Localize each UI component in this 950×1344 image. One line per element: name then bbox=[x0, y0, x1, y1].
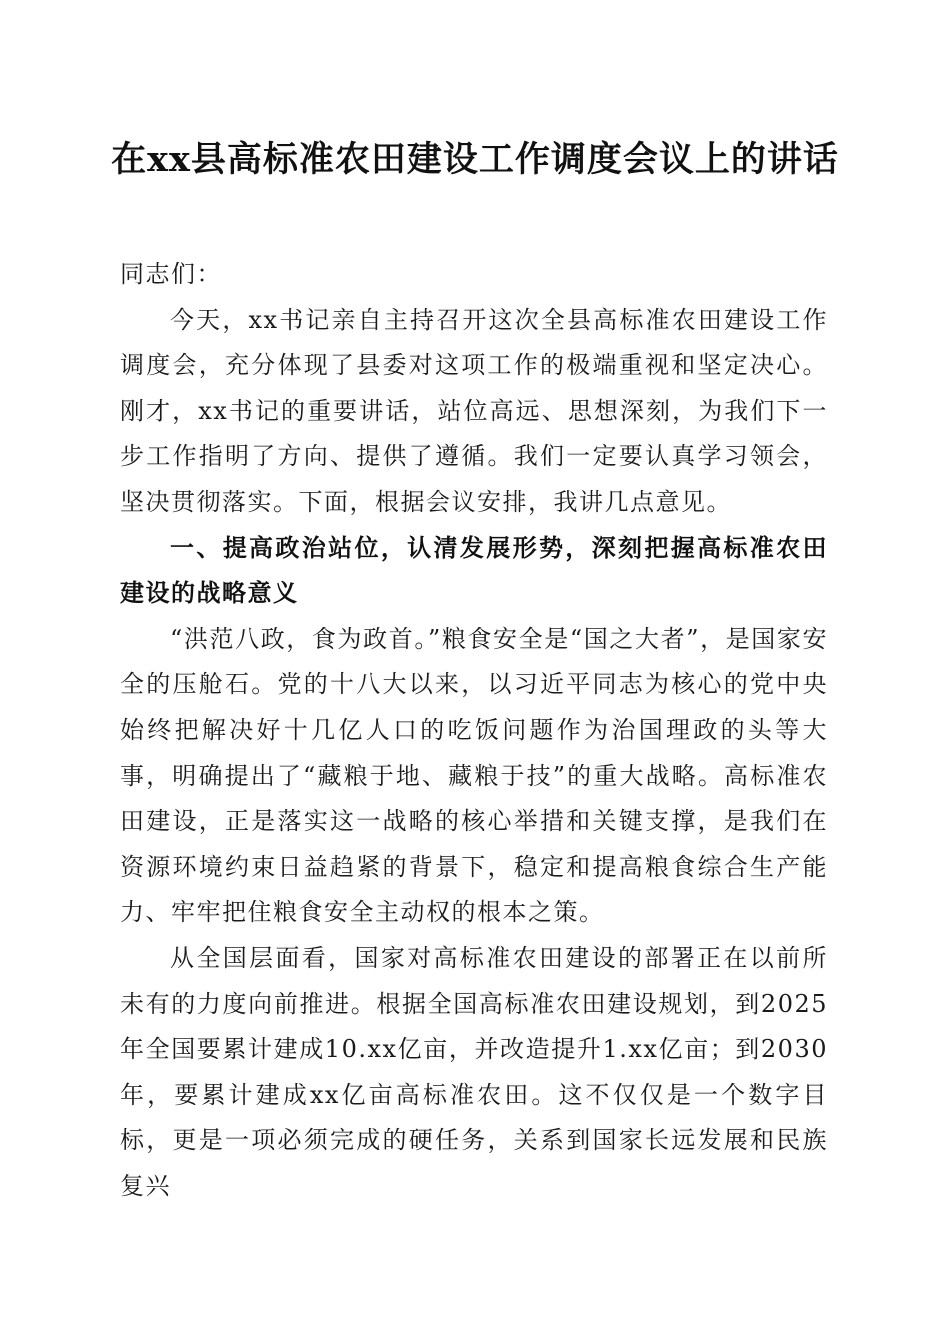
paragraph-intro: 今天，xx书记亲自主持召开这次全县高标准农田建设工作调度会，充分体现了县委对这项工作的极端重视和坚定决心。刚才，xx书记的重要讲话，站位高远、思想深刻，为我们下一步工作指明了方向、提供了遵循。我们一定要认真学习领会，坚决贯彻落实。下面，根据会议安排，我讲几点意见。 bbox=[120, 305, 828, 516]
paragraph-strategic-significance: “洪范八政，食为政首。”粮食安全是“国之大者”，是国家安全的压舱石。党的十八大以来，以习近平同志为核心的党中央始终把解决好十几亿人口的吃饭问题作为治国理政的头等大事，明确提出了“藏粮于地、藏粮于技”的重大战略。高标准农田建设，正是落实这一战略的核心举措和关键支撑，是我们在资源环境约束日益趋紧的背景下，稳定和提高粮食综合生产能力、牢牢把住粮食安全主动权的根本之策。 bbox=[120, 624, 828, 927]
document-title: 在xx县高标准农田建设工作调度会议上的讲话 bbox=[111, 139, 839, 180]
section-heading-1: 一、提高政治站位，认清发展形势，深刻把握高标准农田建设的战略意义 bbox=[120, 533, 828, 608]
document-body bbox=[120, 252, 828, 1209]
paragraph-national-perspective: 从全国层面看，国家对高标准农田建设的部署正在以前所未有的力度向前推进。根据全国高标准农田建设规划，到2025年全国要累计建成10.xx亿亩，并改造提升1.xx亿亩；到2030年，要累计建成xx亿亩高标准农田。这不仅仅是一个数字目标，更是一项必须完成的硬任务，关系到国家长远发展和民族复兴 bbox=[120, 943, 828, 1200]
salutation: 同志们： bbox=[120, 260, 222, 288]
